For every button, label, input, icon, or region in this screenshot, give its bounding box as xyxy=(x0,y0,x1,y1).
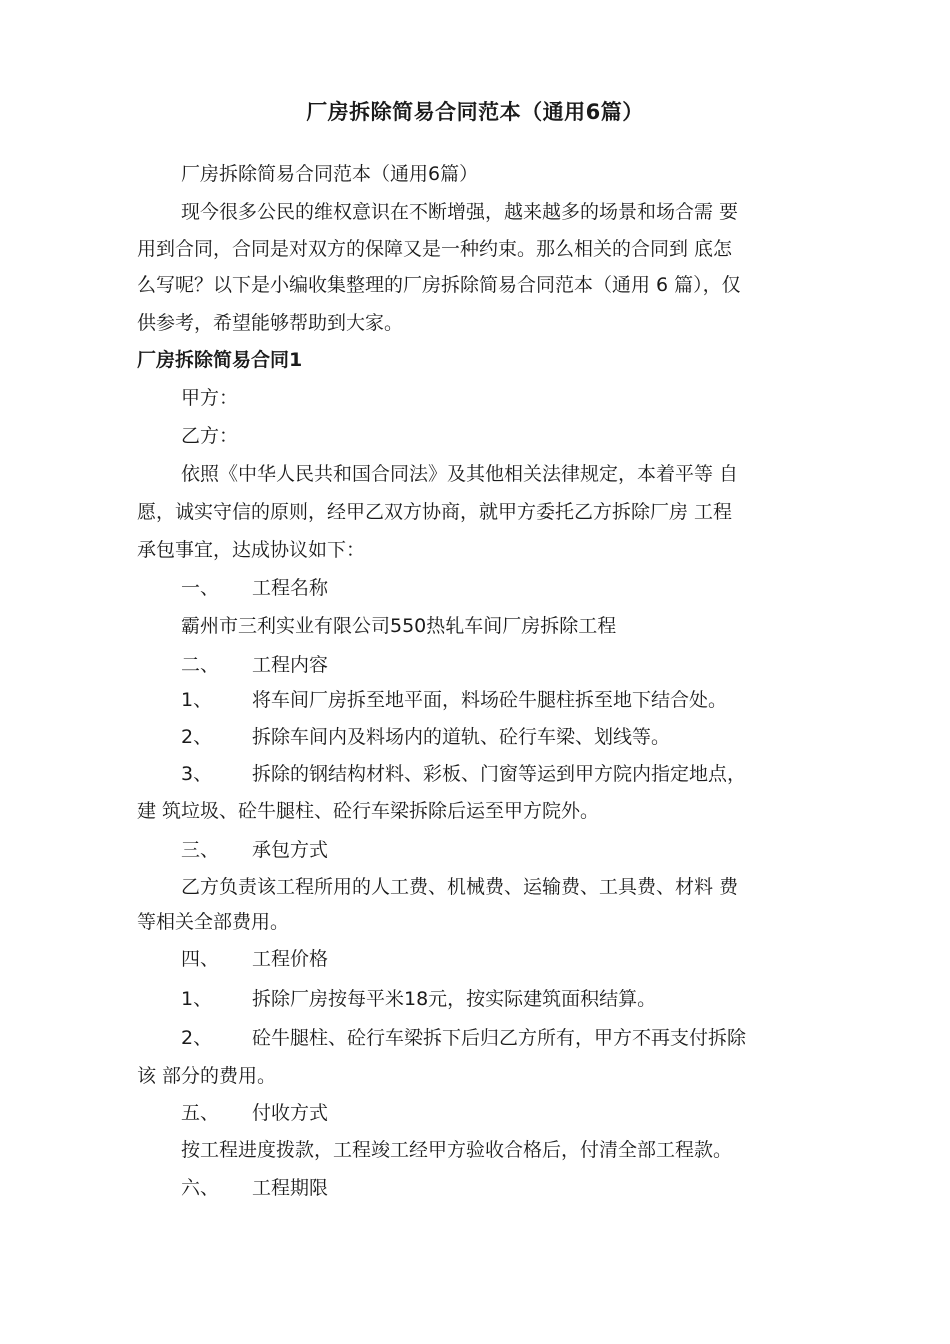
item-text-continuation: 该 部分的费用。 xyxy=(137,1065,277,1087)
intro-line: 用到合同，合同是对双方的保障又是一种约束。那么相关的合同到 底怎 xyxy=(137,238,733,260)
item-text: 将车间厂房拆至地平面，料场砼牛腿柱拆至地下结合处。 xyxy=(252,689,728,711)
section-number: 四、 xyxy=(181,948,220,970)
item-text: 拆除的钢结构材料、彩板、门窗等运到甲方院内指定地点， xyxy=(252,763,747,785)
item-text: 拆除厂房按每平米18元，按实际建筑面积结算。 xyxy=(252,988,657,1010)
intro-line: 么写呢？以下是小编收集整理的厂房拆除简易合同范本（通用 6 篇），仅 xyxy=(137,274,741,296)
subtitle: 厂房拆除简易合同范本（通用6篇） xyxy=(181,163,479,185)
section-number: 五、 xyxy=(181,1102,220,1124)
item-number: 2、 xyxy=(181,1027,213,1049)
preamble-line: 承包事宜，达成协议如下： xyxy=(137,539,366,561)
item-text-continuation: 建 筑垃圾、砼牛腿柱、砼行车梁拆除后运至甲方院外。 xyxy=(137,800,600,822)
section-number: 六、 xyxy=(181,1177,220,1199)
item-text: 砼牛腿柱、砼行车梁拆下后归乙方所有，甲方不再支付拆除 xyxy=(252,1027,747,1049)
contract-mode-line: 等相关全部费用。 xyxy=(137,911,290,933)
item-number: 2、 xyxy=(181,726,213,748)
section-label: 付收方式 xyxy=(252,1102,329,1124)
intro-line: 供参考，希望能够帮助到大家。 xyxy=(137,312,404,334)
section-label: 工程名称 xyxy=(252,577,329,599)
item-number: 3、 xyxy=(181,763,213,785)
item-number: 1、 xyxy=(181,689,213,711)
payment-text: 按工程进度拨款，工程竣工经甲方验收合格后，付清全部工程款。 xyxy=(181,1139,733,1161)
preamble-line: 依照《中华人民共和国合同法》及其他相关法律规定，本着平等 自 xyxy=(181,463,739,485)
party-a-label: 甲方： xyxy=(181,387,239,409)
item-text: 拆除车间内及料场内的道轨、砼行车梁、划线等。 xyxy=(252,726,671,748)
section-label: 承包方式 xyxy=(252,839,329,861)
party-b-label: 乙方： xyxy=(181,425,239,447)
item-number: 1、 xyxy=(181,988,213,1010)
contract-heading: 厂房拆除简易合同1 xyxy=(137,349,303,371)
intro-line: 现今很多公民的维权意识在不断增强，越来越多的场景和场合需 要 xyxy=(181,201,739,223)
contract-mode-line: 乙方负责该工程所用的人工费、机械费、运输费、工具费、材料 费 xyxy=(181,876,739,898)
section-number: 二、 xyxy=(181,654,220,676)
project-name: 霸州市三利实业有限公司550热轧车间厂房拆除工程 xyxy=(181,615,617,637)
section-number: 一、 xyxy=(181,577,220,599)
section-number: 三、 xyxy=(181,839,220,861)
section-label: 工程价格 xyxy=(252,948,329,970)
document-title: 厂房拆除简易合同范本（通用6篇） xyxy=(306,100,644,124)
section-label: 工程内容 xyxy=(252,654,329,676)
section-label: 工程期限 xyxy=(252,1177,329,1199)
preamble-line: 愿，诚实守信的原则，经甲乙双方协商，就甲方委托乙方拆除厂房 工程 xyxy=(137,501,733,523)
